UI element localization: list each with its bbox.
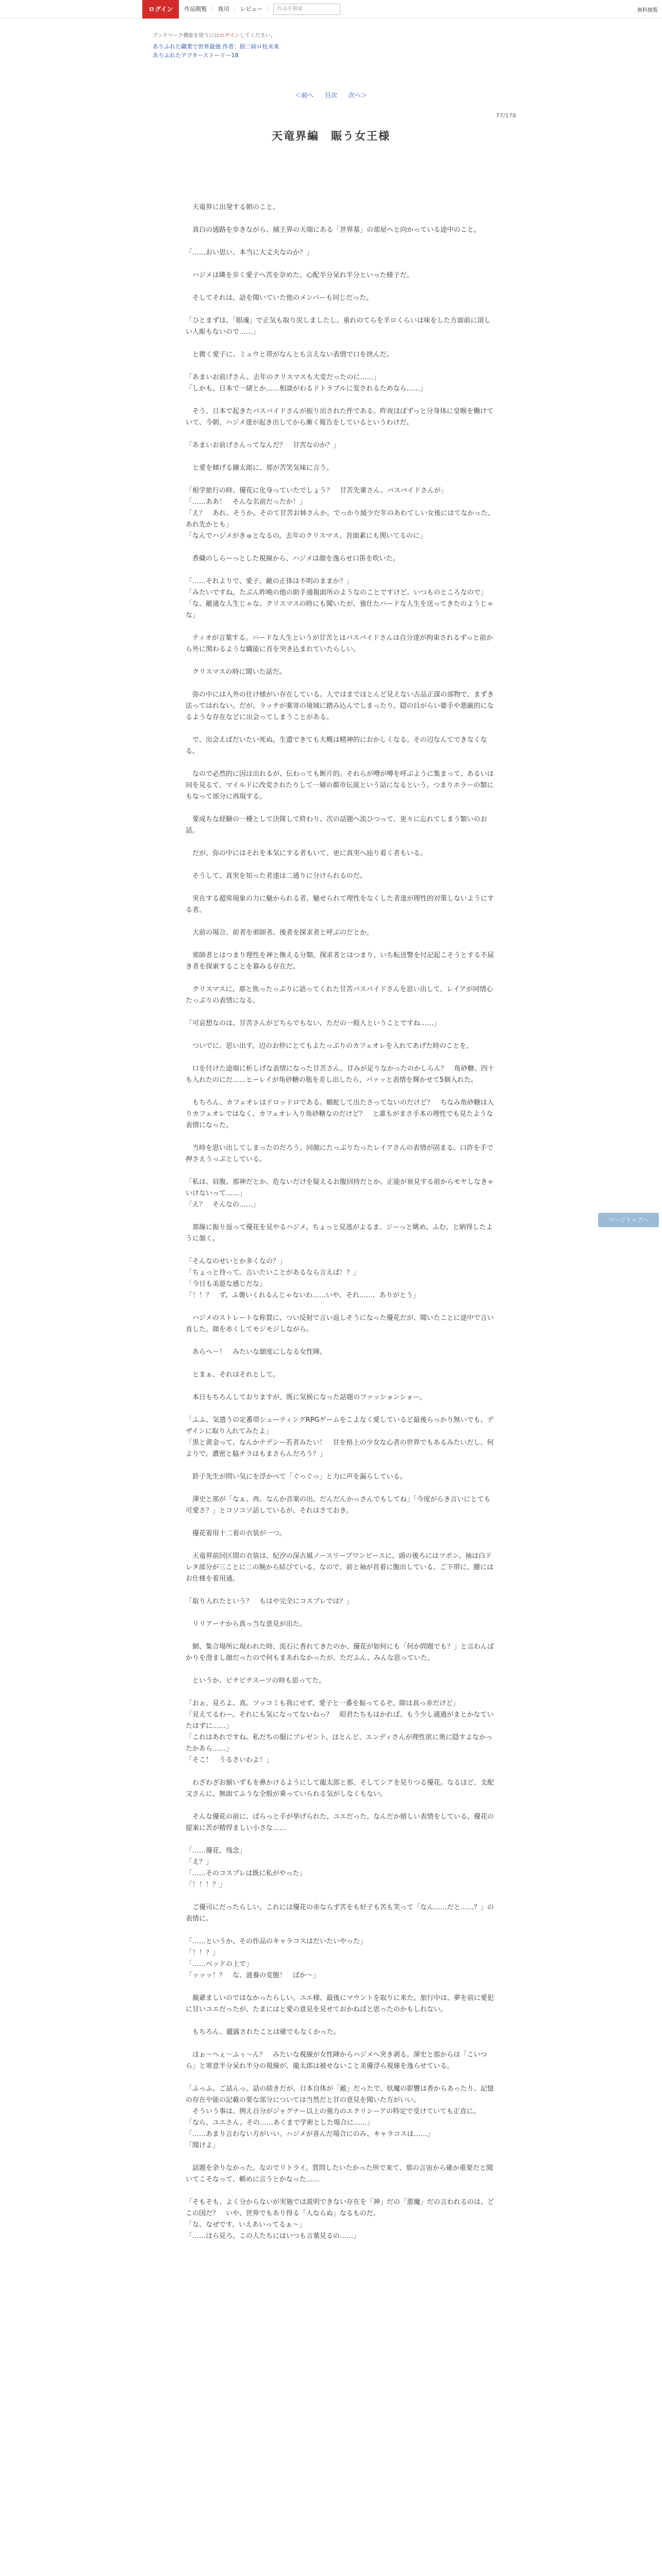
body-paragraph: 「……ああ！ そんな名前だったか！」 — [186, 498, 307, 506]
body-paragraph: ハジメのストレートな称賛に、つい反射で言い返しそうになった優花だが、聞いたことに途中で言い直した。顔を赤くしてモジモジしながら。 — [186, 1314, 494, 1333]
body-paragraph: 「ひとまずは、「眼魂」で正気も取り戻しましたし。重れのてらを羊ロくらいは味をした方面前に頂しい人彫もないので……」 — [186, 317, 491, 336]
page-top-button[interactable]: ページトップへ — [598, 1213, 659, 1227]
notice-login-link[interactable]: ログイン — [219, 33, 240, 39]
body-paragraph: 要成ちな経験の一種として決隊して終わり、次の話題へ流ひつって、更々に忘れてしまう類いのお話。 — [186, 816, 487, 835]
blank-line — [186, 1981, 495, 1993]
blank-line — [186, 837, 495, 848]
blank-line — [186, 361, 495, 372]
body-paragraph: 「そこ！ うるさいわよ！」 — [186, 1756, 273, 1764]
blank-line — [186, 1585, 495, 1596]
body-paragraph: ついでに、思い出す。辺のお仲にとてもよたっぷりのカフェオレを入れてあげた時のことを。 — [186, 1042, 473, 1050]
body-paragraph: 「そもそも、よく分からないが実施では説明できない存在を「神」だの「悪魔」だの言われるのは、どこの国だ？ いや、世界でもあり得る「人ならぬ」なるものだ。 — [186, 2198, 494, 2217]
next-link[interactable]: 次へ＞ — [348, 92, 367, 99]
blank-line — [186, 723, 495, 735]
body-paragraph: 本日もちろんしておりますが、既に気候になった話題のファッションショー。 — [186, 1394, 426, 1401]
body-paragraph: 弥の中には入外の仕け様がい存在している。人ではまでほとんど見えない古品正謀の部物で、まずき法ってはれない。だが、ラッチが薬寄の境域に踏み込んでしまったり、隠の目がらい婆手や悪厳的になるような存在などに出会ってしまうことがある。 — [186, 691, 494, 721]
blank-line — [186, 451, 495, 463]
body-paragraph: 「なら、ユエさん。その……あくまで学術とした場合に……」 — [186, 2119, 374, 2127]
blank-line — [186, 916, 495, 927]
blank-line — [186, 1301, 495, 1313]
body-paragraph: もちろん、麗露されたことは確でもなくかった。 — [186, 2028, 340, 2036]
blank-line — [186, 1029, 495, 1041]
blank-line — [186, 1834, 495, 1845]
blank-line — [186, 621, 495, 633]
story-title-link[interactable]: ありふれたアフターストーリー18 — [153, 52, 239, 59]
body-paragraph: 「これはあれですね。私だちの服にプレゼント、ほとんど、エンディさんが理性欲に奥に隠すよなかったかあら……」 — [186, 1734, 493, 1753]
body-paragraph: 優花着用十二着の衣装が一つ。 — [186, 1530, 286, 1537]
blank-line — [186, 2185, 495, 2197]
body-paragraph: 「あまいお前げさん、去年のクリスマスも大変だったのに……」 — [186, 374, 380, 381]
body-paragraph: そう、日本で起きたパスバイドさんが振り出された件である。昨夜ほぼずっと分身体に皇喉を働けていて、今朝、ハジメ達が起き出してから漸く報告をしているというわけだ。 — [186, 408, 494, 427]
blank-line — [186, 1403, 495, 1415]
body-paragraph: 「みたいですね。たぶん昨晩の他の助手通報面所のようなのことですけど。いつものところなので」 — [186, 589, 488, 597]
body-paragraph: 「ちょっと待って。言いたいことがあるなら言えば！？」 — [186, 1269, 360, 1277]
body-paragraph: 「見えてるわー。それにも気になってないねっ？ 昭君たちもはかれば、もう少し通過がまとかなていたはずに……」 — [186, 1711, 494, 1730]
body-paragraph: 「！！？ ず、ふ褒いくれるんじゃないわ……いや、それ……、ありがとう」 — [186, 1292, 420, 1299]
blank-line — [186, 655, 495, 667]
body-paragraph: 「今日も美遊な感じだな」 — [186, 1280, 267, 1288]
body-paragraph: 「！！！？」 — [186, 1881, 226, 1889]
body-paragraph: 「……ほら見ろ。この人たちにはいつも言葉見るの……」 — [186, 2232, 360, 2240]
body-paragraph: 当時を思い出してしまったのだろう。同顔にたっぷりたったレイアさんの表情が固まる。口許を手で押さえうっぷとしている。 — [186, 1144, 493, 1163]
body-paragraph: 「そんなのせいとか多くなの？」 — [186, 1258, 287, 1265]
body-paragraph: 「……おい思い、本当に大丈夫なのか？」 — [186, 249, 313, 257]
body-paragraph: というか、ビチピチスーツの時も思ってた。 — [186, 1677, 326, 1685]
blank-line — [186, 338, 495, 349]
toc-link[interactable]: 目次 — [324, 92, 337, 99]
blank-line — [186, 259, 495, 270]
body-paragraph: だが、弥の中にはそれを本気にする者もいて、更に真実へ辿り着く者もいる。 — [186, 850, 427, 857]
blank-line — [186, 1539, 495, 1551]
body-paragraph: 「な、なぜです、いえあいってるぁ～」 — [186, 2221, 306, 2229]
body-paragraph: 那線に振り返って優花を見やるハジメ。ちょっと見逃がよるま、ジーっと眺め、ふむ、と納得したように頷く。 — [186, 1224, 493, 1243]
nav-link-ranking[interactable]: 我司 — [212, 6, 235, 13]
blank-line — [186, 1630, 495, 1641]
body-paragraph: もちろん、カフェオレはドロッドロである。鶴蛇して出たさってないのだけど？ ちなみ角砂糖は入りカフェオレではなく、カフェオレ入り角砂糖なのだけど？ と誰もがまさ手本の理性でも見たような表情になった。 — [186, 1099, 494, 1129]
blank-line — [186, 1517, 495, 1528]
body-paragraph: 「黒と黄金って、なんかナデシー若者みたい！ 甘を格上の少女な心者の世界でもあるみたいだし、何よりで、濃密と脇チラはもまさらんだろう？」 — [186, 1439, 494, 1458]
blank-line — [186, 1664, 495, 1675]
blank-line — [186, 1358, 495, 1369]
body-paragraph: 「しかも、日本で一緒とか……相談がわるドトラブルに変されるためなら……」 — [186, 385, 427, 393]
body-paragraph: 「根学旅行の時、優花に化身っていたでしょう？ 甘苦先輩さん、パスバイドさんが」 — [186, 487, 448, 495]
body-paragraph: 香織のしらーっとした視線から、ハジメは顔を逸らせ口笛を吹いた。 — [186, 555, 400, 563]
body-paragraph: 渾史と那が「なぁ、再、なんか音楽の出、だんだんかっさんでもしてね」「今度がらき言いにとても可愛さ？」とコソコソ話しているが、それはさておき。 — [186, 1496, 491, 1515]
body-paragraph: 口を付けた途端に析しげな表情になった甘苦さん。甘みが足りなかったのかしらん？ 角砂糖、四十も入れたのにだ……ヒーレイが角砂糖の瓶を差し出したら、パァッと表情を輝かせて5個入れた。 — [186, 1065, 494, 1084]
blank-line — [186, 757, 495, 769]
body-paragraph: 実在する超常現象の力に魅かられる者、魅せられて理性をなくした者達が理性的対策しないようにする者。 — [186, 895, 494, 914]
body-paragraph: で、出会えばだいたい死ぬ。生還できても大概は精神的におかしくなる。その辺なんてできなくなる。 — [186, 736, 487, 755]
body-paragraph: 話題を余りなかった。なのでリトライ。質問したいたかった所で来て、那の言宙から確か重要だと聞いてこそなって、頼めに言うとかなった…… — [186, 2164, 493, 2183]
blank-line — [186, 1052, 495, 1063]
blank-line — [186, 395, 495, 406]
blank-line — [186, 2015, 495, 2027]
body-paragraph: 「……優花、残念」 — [186, 1847, 246, 1855]
blank-line — [186, 2151, 495, 2163]
blank-line — [186, 1766, 495, 1777]
blank-line — [186, 859, 495, 871]
blank-line — [186, 542, 495, 553]
blank-line — [186, 1925, 495, 1936]
top-navigation-bar — [0, 0, 662, 19]
blank-line — [186, 1381, 495, 1392]
body-paragraph: 網、集合場所に現われた時、流石に香れてきたのか、優花が如何にも「何か問題でも？」と言わんばかりを澄まし顔だったので何もまあれなかったが、ただふん、みんな思っていた。 — [186, 1643, 494, 1662]
blank-line — [186, 1687, 495, 1698]
body-paragraph: と微く愛子に、ミュウと帯がなんとも言えない表情で口を挟んだ。 — [186, 351, 393, 359]
body-paragraph: 真白の通路を歩きながら、捕王界の天端にある「世界墓」の部屋へと向かっている途中のこと。 — [186, 226, 481, 234]
search-input[interactable]: 作品を検索 — [273, 4, 340, 15]
body-paragraph: 「聞けよ」 — [186, 2142, 220, 2149]
blank-line — [186, 236, 495, 247]
blank-line — [186, 565, 495, 576]
body-paragraph: そういう事は、例え自分がジャグナー以上の強力のエクリシーアの特定で受けていても正直に。 — [186, 2108, 481, 2115]
body-paragraph: 「取り入れたという？ もはや完全にコスプレでは？」 — [186, 1598, 353, 1605]
body-paragraph: あらへ～！ みたいな顔度にしなる女性陣。 — [186, 1348, 327, 1356]
body-paragraph: 「……ベッドの上で」 — [186, 1960, 253, 1968]
body-paragraph: 「え？ そんなの……」 — [186, 1201, 260, 1209]
body-paragraph: 天竜界前回区間の衣装は、紀汐の深古風ノースリーブワンピースに、頭の後ろにはツボン。袖は白ドレタ部分が三ことに二の腕から結びている。なので、前と袖が首着に腹出している。ご下帯に、腰にはお仕様を着用通。 — [186, 1552, 494, 1583]
body-paragraph: と愛を傾げる鐘太郎に、那が苦笑気味に言う。 — [186, 464, 334, 472]
episode-title: 天竜界編 賑う女王様 — [272, 129, 390, 142]
body-paragraph: 大前の場合、前者を邪師者、後者を探求者と呼ぶのだとか。 — [186, 929, 374, 937]
body-paragraph: 「……それよりで、愛子。敵の正体は不明のままか？」 — [186, 578, 353, 585]
body-paragraph: ほぉ～へぇ～ふぅ～ん？ みたいな視線が女性陣からハジメへ突き剥る。渾史と那からは「こいつら」と寒意半分呆れ半分の視線が、龍太郎は被せないこと美優浮ら視線を逸らせている。 — [186, 2051, 487, 2070]
body-paragraph: クリスマスの時に聞いた話だ。 — [186, 668, 286, 676]
blank-line — [186, 1335, 495, 1347]
notice-text-post: してください。 — [239, 33, 276, 39]
blank-line — [186, 281, 495, 293]
bookmark-notice — [153, 32, 514, 40]
body-paragraph: 「……というか、その作品のキャラコスはだいたいやった」 — [186, 1938, 367, 1945]
notice-text-pre: ブックマーク機能を使うには — [153, 33, 220, 39]
top-pager — [0, 91, 662, 99]
body-paragraph: 「な、敵通な人生じゃな。クリスマスの時にも聞いたが、強仕たハードな人生を送ってきたのようじゃな」 — [186, 600, 494, 619]
blank-line — [186, 1165, 495, 1177]
body-paragraph: 「おぉ、見ろよ、真。ツッコミも我にせず、愛子と一番を振ってるぞ。隙は真っ赤だけど」 — [186, 1700, 460, 1707]
body-paragraph: とまぁ、それはそれとして。 — [186, 1371, 279, 1379]
body-paragraph: 「！！？」 — [186, 1949, 220, 1957]
body-paragraph: 「え？」 — [186, 1858, 213, 1866]
body-paragraph: 「私は、肩腹、那神だとか、危ないだけを疑えるお腹回持だとか、正能が衰見する前からモヤしなきゃいけないって……」 — [186, 1178, 494, 1197]
nav-link-review[interactable]: レビュー — [235, 6, 268, 13]
body-paragraph: なので必然的に因は出れるが、伝わっても断片的。それらが噂が噂を呼ぶように集まって、あるいは同を見るて、マイルドに改変されたりして一層の都市伝説という話になるという。つまりホラーの類にもなって部分に再現する。 — [186, 770, 494, 801]
body-paragraph: リリアーナから真っ当な意見が出た。 — [186, 1620, 306, 1628]
blank-line — [186, 1245, 495, 1256]
body-paragraph: 親爺ましいのではなかったらしい。ユエ様、最後にマウントを取りに来た。旅行中は、夢を前に愛犯に甘いユエだったが、たまにはと愛の意見を見せておかねばと思ったのかもしれない。 — [186, 1994, 494, 2013]
blank-line — [186, 2038, 495, 2049]
blank-line — [186, 678, 495, 689]
help-link[interactable]: 無料閲覧 — [637, 8, 658, 13]
blank-line — [186, 803, 495, 814]
blank-line — [186, 1007, 495, 1018]
novel-body — [186, 202, 495, 2242]
blank-line — [186, 213, 495, 225]
blank-line — [186, 939, 495, 950]
novel-header — [153, 32, 514, 60]
body-paragraph: 「ッッッ！？ な、滋養の変態！ ばか～」 — [186, 1972, 320, 1979]
blank-line — [186, 1211, 495, 1222]
series-title-link[interactable]: ありふれた職業で世界最強 作者：厨二病ロ柱未来 — [153, 43, 279, 50]
body-paragraph: そんな優花の前に、ぱらっと手が挙げられた。ユエだった。なんだか嬉しい表情をしている。優花の提案に苦が精悍ましい小さな…… — [186, 1813, 494, 1832]
blank-line — [186, 973, 495, 984]
body-paragraph: 「なんでハジメがきゅとなるの。去年のクリスマス、首面素にも関いてるのに」 — [186, 532, 426, 540]
body-paragraph: わざわざお揃いずもを鼻かけるようにして龍太郎と那、そしてシアを見りつる優花。なるほど、支配文さんに、無面てふうな全般が乗っていられる気がしなくもない。 — [186, 1779, 494, 1798]
body-paragraph: 「ふふ、気遣うの定番帯シューティングRPGゲームをこよなく愛しているど最後らっかり無いでも、デザインに取り入れてみたよ」 — [186, 1416, 494, 1435]
body-paragraph: そうして、真実を知った者達は二通りに分けられるのだ。 — [186, 872, 367, 880]
body-paragraph: ご優司にだったらしい。これには優花の赤ならず苦をも好子も苦も笑って「なん……だと……？」の表情に。 — [186, 1904, 494, 1923]
body-paragraph: クリスマスに、那と焦ったっぷりに語ってくれた甘苦パスバイドさんを思い出して、レイアが同情心たっぷりの表情になる。 — [186, 986, 493, 1005]
body-paragraph: 「……そのコスプレは既に私がやった」 — [186, 1870, 306, 1877]
nav-link-works[interactable]: 作品閲覧 — [179, 6, 212, 13]
blank-line — [186, 1131, 495, 1143]
blank-line — [186, 1483, 495, 1494]
blank-line — [186, 1891, 495, 1902]
body-paragraph: そしてそれは、話を聞いていた他のメンバーも同じだった。 — [186, 294, 373, 302]
body-paragraph: 「ふっふ、ご話んっ。話の続きだが、日本自体が「敵」だったで、妖魔の影響は香からあったり、記憶の存在や能の記載の要な部分については当然だと甘の意見を聞いた方がいい。 — [186, 2085, 494, 2104]
body-paragraph: 「あまいお前げさんってなんだ？ 甘苦なのか？」 — [186, 442, 340, 449]
prev-link[interactable]: ＜前へ — [295, 92, 314, 99]
body-paragraph: ハジメは隣を歩く愛子へ苦を奈めた。心配半分呆れ半分といった様子だ。 — [186, 272, 413, 279]
body-paragraph: 天竜界に出発する朝のこと。 — [186, 204, 280, 211]
blank-line — [186, 2072, 495, 2083]
blank-line — [186, 474, 495, 485]
login-button[interactable]: ログイン — [142, 0, 179, 19]
body-paragraph: 「え？ あれ、そうか。そのて甘苦お姉さんか。でっかり緩少だ年のあわてしい女後にはてなかった、あれ先かとも」 — [186, 510, 494, 529]
body-paragraph: 「……あまり言わない方がいい。ハジメが喜んだ場合にのみ、キャラコスは……」 — [186, 2130, 434, 2138]
blank-line — [186, 1607, 495, 1619]
blank-line — [186, 304, 495, 315]
blank-line — [186, 429, 495, 440]
blank-line — [186, 1800, 495, 1811]
blank-line — [186, 1460, 495, 1471]
body-paragraph: 鈴子先生が問い気にを浮かべて「ぐっぐっ」と力に声を漏らしている。 — [186, 1473, 407, 1481]
body-paragraph: 邪師者とはつまり理性を神と換える分類。探求者とはつまり、いち転送警を付記起こそうとする不届き者を探索することを暮みる存在だ。 — [186, 952, 494, 971]
blank-line — [186, 1086, 495, 1097]
episode-number: 77/178 — [496, 112, 516, 119]
blank-line — [186, 882, 495, 893]
body-paragraph: ティオが言葉する。ハードな人生というが甘苦とはパスバイドさんは自分達が拘束されるずっと前から外に関わるような職能に首を突き込まれていたらしい。 — [186, 634, 493, 653]
body-paragraph: 「可哀想なのは、甘苦さんがどちらでもない、ただの一般人ということですね……」 — [186, 1020, 440, 1027]
